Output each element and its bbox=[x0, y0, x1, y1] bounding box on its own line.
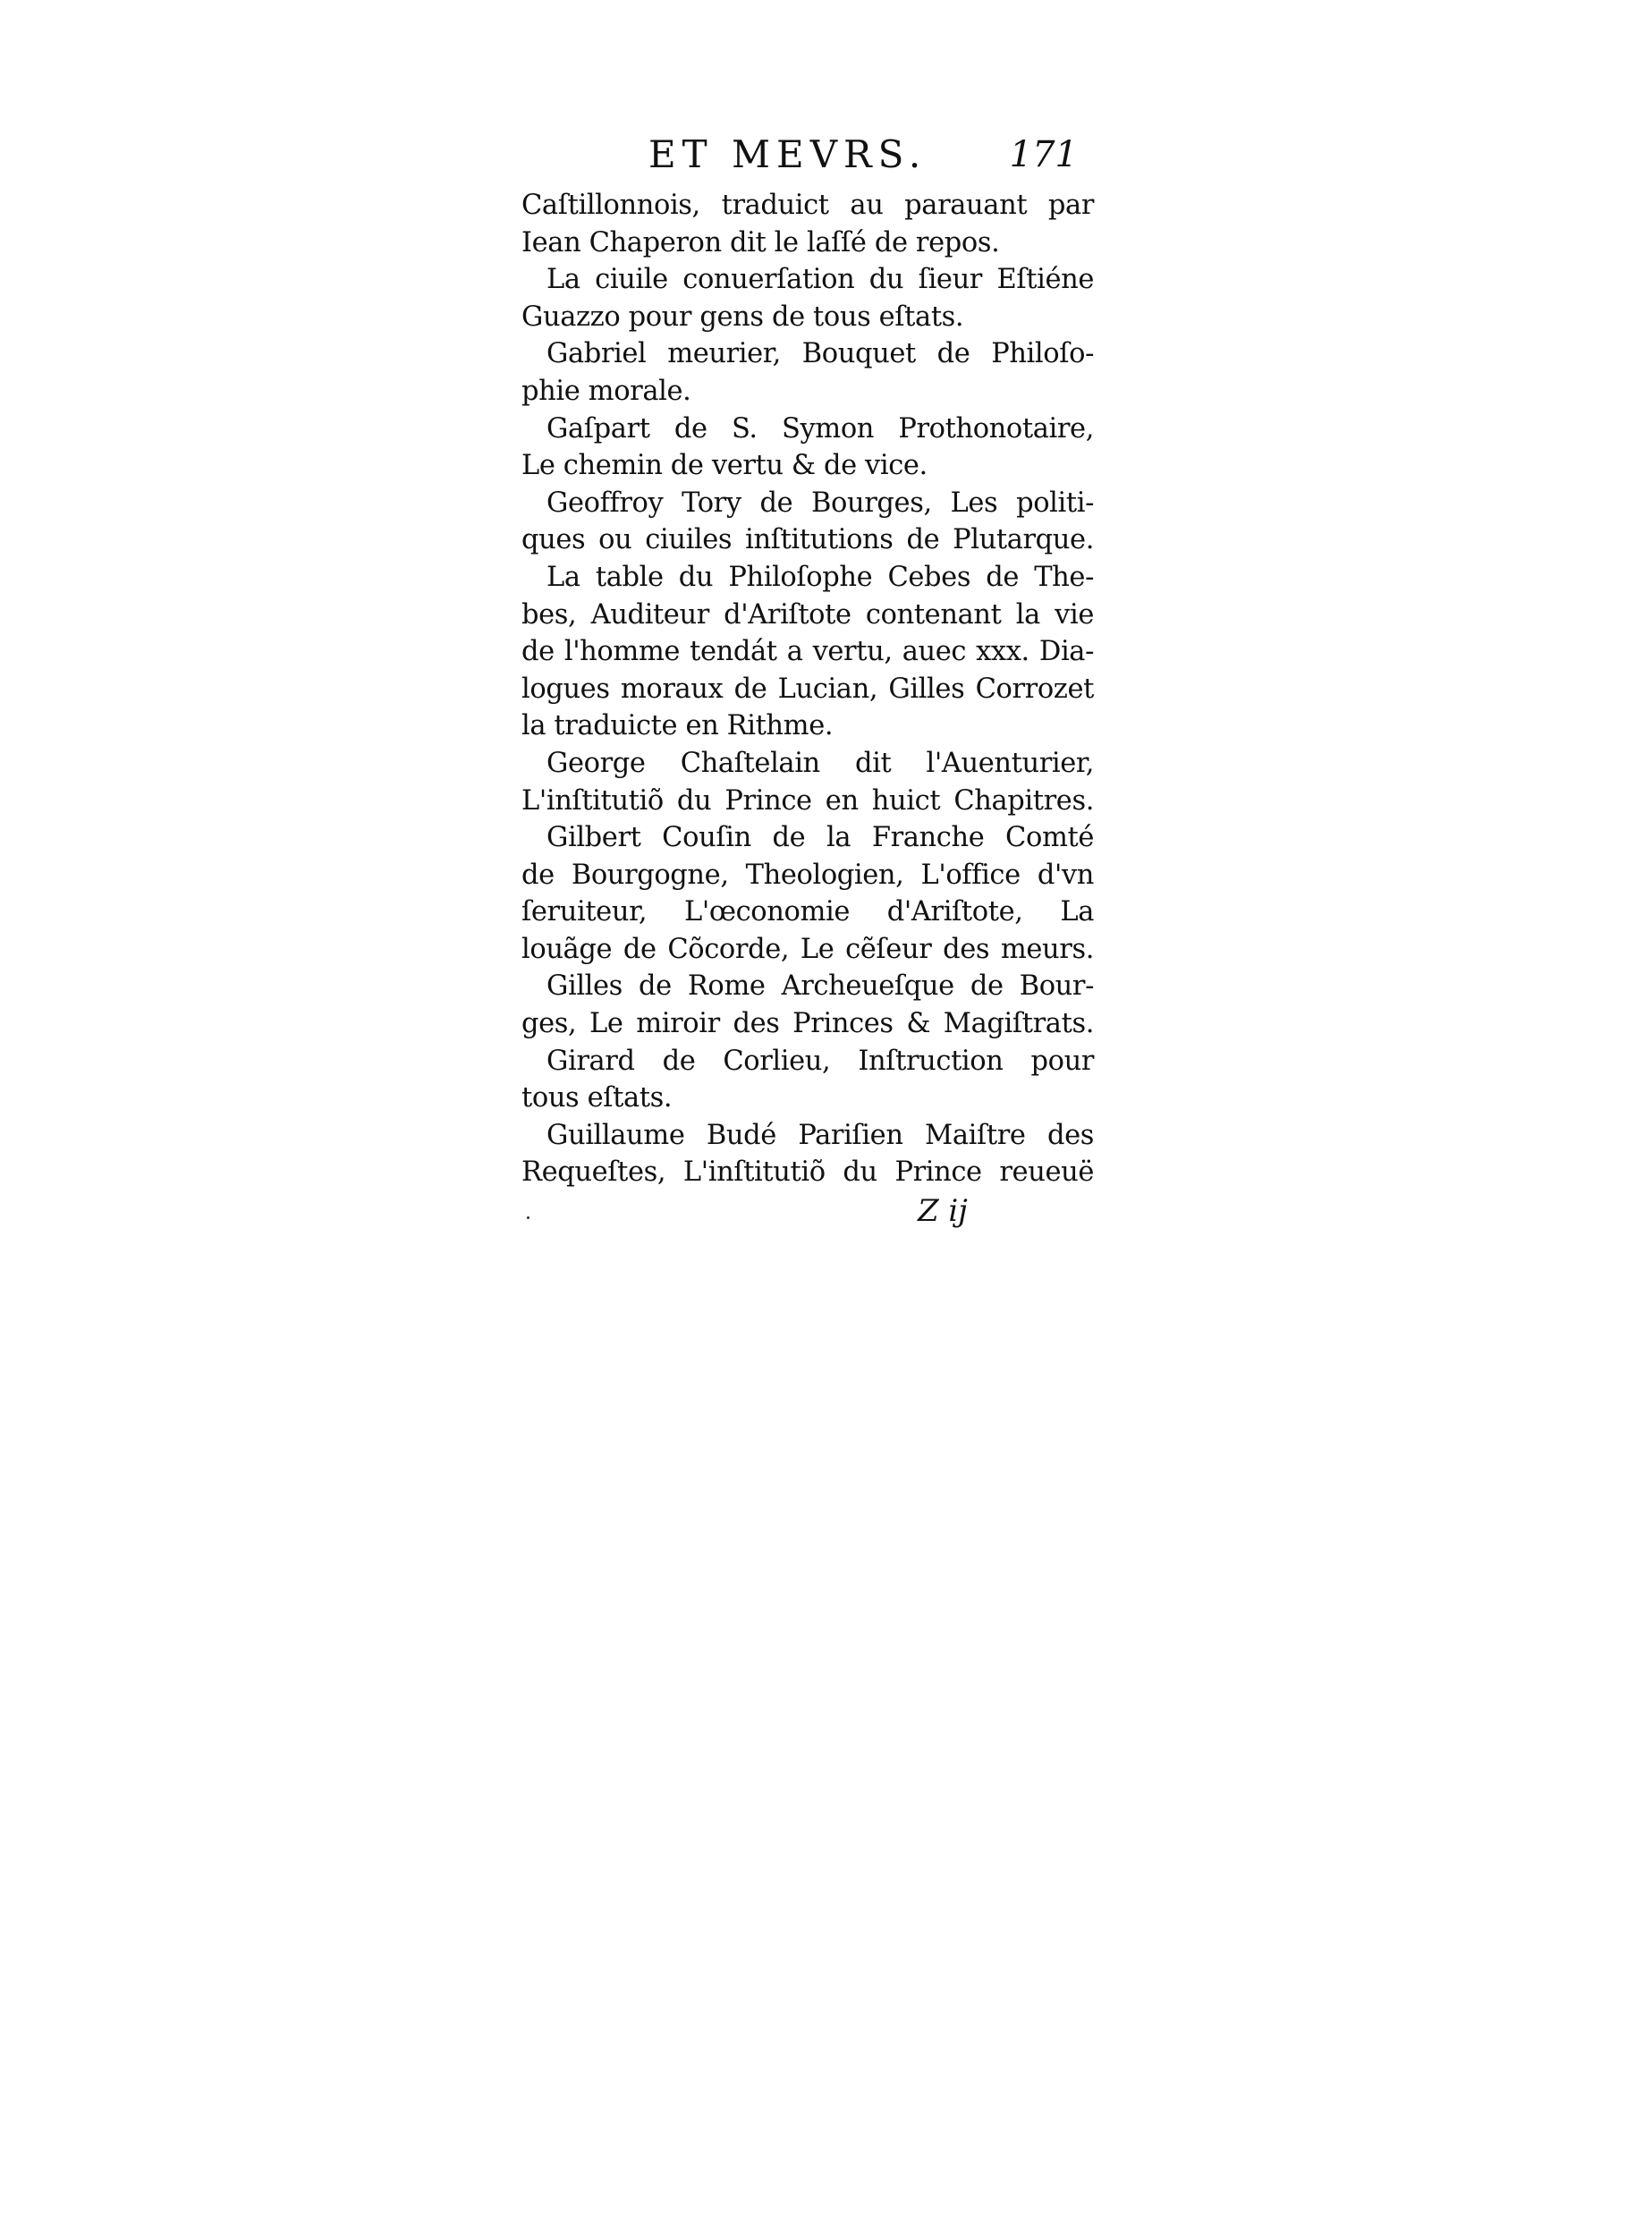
text-line: ges, Le miroir des Princes & Magiſtrats. bbox=[521, 1008, 1094, 1040]
signature-mark: Z ij bbox=[918, 1193, 968, 1230]
text-line: ques ou ciuiles inſtitutions de Plutarque. bbox=[521, 524, 1094, 556]
text-line: Iean Chaperon dit le laſſé de repos. bbox=[521, 226, 1000, 258]
text-line: Gilbert Couſin de la Franche Comté bbox=[546, 822, 1094, 854]
text-line: Guazzo pour gens de tous eſtats. bbox=[521, 301, 964, 333]
catchword-row bbox=[521, 1191, 1094, 1231]
ink-speck bbox=[527, 1216, 529, 1219]
text-line: logues moraux de Lucian, Gilles Corrozet bbox=[521, 673, 1094, 705]
text-line: de Bourgogne, Theologien, L'office d'vn bbox=[521, 859, 1094, 891]
text-line: La ciuile conuerſation du ſieur Eſtiéne bbox=[546, 264, 1094, 296]
text-line: louãge de Cõcorde, Le cẽſeur des meurs. bbox=[521, 933, 1094, 965]
text-line: Le chemin de vertu & de vice. bbox=[521, 450, 928, 482]
text-line: Geoffroy Tory de Bourges, Les politi- bbox=[546, 487, 1094, 519]
page-number: 171 bbox=[1009, 134, 1078, 175]
text-line: tous eſtats. bbox=[521, 1082, 673, 1114]
text-line: George Chaſtelain dit l'Auenturier, bbox=[546, 747, 1094, 779]
text-line: Girard de Corlieu, Inſtruction pour bbox=[546, 1045, 1094, 1077]
text-line: phie morale. bbox=[521, 375, 691, 407]
text-line: Gaſpart de S. Symon Prothonotaire, bbox=[546, 412, 1094, 445]
running-title: ET MEVRS. bbox=[648, 132, 928, 176]
text-line: Caſtillonnois, traduict au parauant par bbox=[521, 190, 1094, 221]
text-line: Requeſtes, L'inſtitutiõ du Prince reueuë bbox=[521, 1156, 1094, 1189]
text-line: ſeruiteur, L'œconomie d'Ariſtote, La bbox=[521, 896, 1094, 928]
text-line: Gilles de Rome Archeueſque de Bour- bbox=[546, 970, 1094, 1003]
text-block bbox=[521, 130, 1094, 1231]
text-line: L'inſtitutiõ du Prince en huict Chapitres. bbox=[521, 784, 1094, 817]
text-line: la traduicte en Rithme. bbox=[521, 710, 834, 742]
text-line: bes, Auditeur d'Ariſtote contenant la vie bbox=[521, 598, 1094, 631]
text-line: de l'homme tendát a vertu, auec xxx. Dia- bbox=[521, 636, 1094, 668]
text-line: Guillaume Budé Pariſien Maiſtre des bbox=[546, 1119, 1094, 1151]
text-line: La table du Philoſophe Cebes de The- bbox=[546, 561, 1094, 593]
running-head bbox=[521, 130, 1094, 183]
text-line: Gabriel meurier, Bouquet de Philoſo- bbox=[546, 338, 1094, 370]
